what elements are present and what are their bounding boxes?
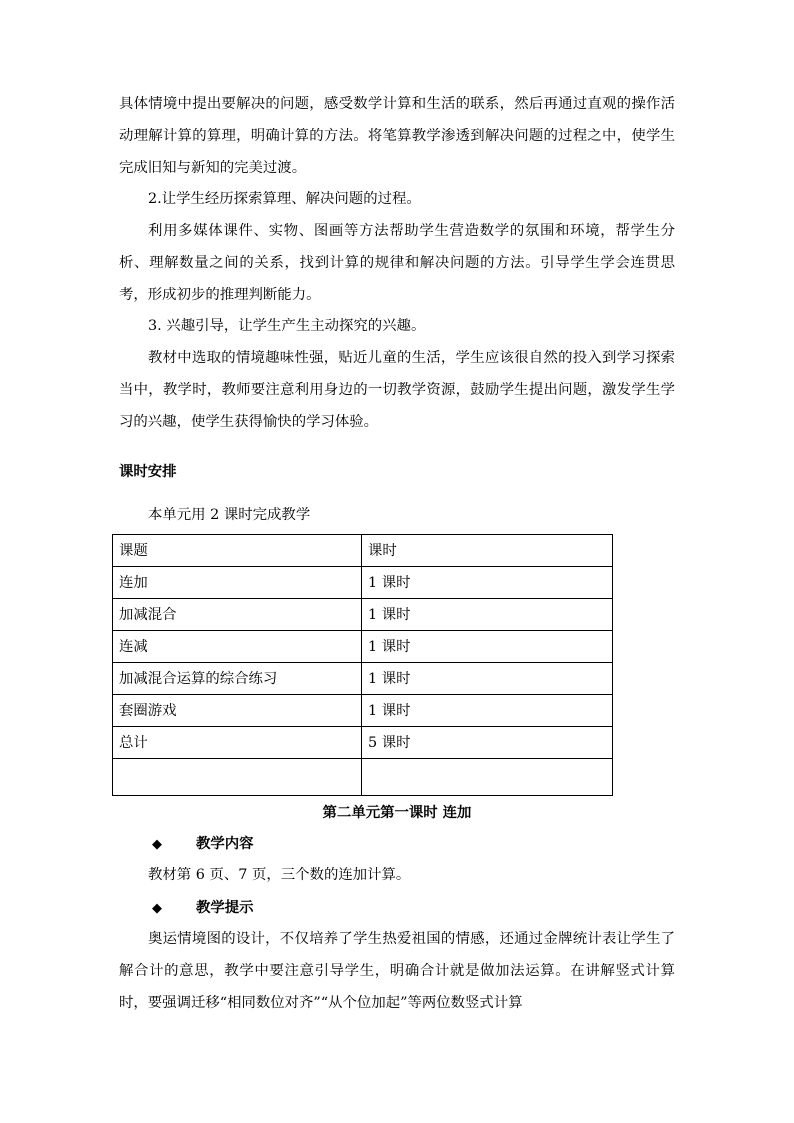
cell-periods: 1 课时 [362,567,613,599]
point-2-body: 利用多媒体课件、实物、图画等方法帮助学生营造数学的氛围和环境，帮学生分析、理解数量之间的关系，找到计算的规律和解决问题的方法。引导学生学会连贯思考，形成初步的推理判断能力。 [119,223,675,303]
cell-periods: 1 课时 [362,695,613,727]
table-row [113,663,613,695]
table-row-empty [113,759,613,796]
diamond-bullet-icon: ◆ [152,837,162,852]
tips-body: 奥运情境图的设计，不仅培养了学生热爱祖国的情感，还通过金牌统计表让学生了解合计的意思，教学中要注意引导学生，明确合计就是做加法运算。在讲解竖式计算时，要强调迁移“相同数位对齐”“从个位加起”等两位数竖式计算 [119,931,675,1011]
cell-topic: 套圈游戏 [113,695,362,727]
cell-topic: 总计 [113,727,362,759]
cell-topic: 连加 [113,567,362,599]
point-3-title: 3. 兴趣引导，让学生产生主动探究的兴趣。 [148,318,426,334]
cell-empty [362,759,613,796]
cell-topic: 加减混合运算的综合练习 [113,663,362,695]
content-body: 教材第 6 页、7 页，三个数的连加计算。 [148,867,411,883]
schedule-intro: 本单元用 2 课时完成教学 [148,507,311,523]
lesson-heading: 第二单元第一课时 连加 [322,804,472,821]
schedule-table [112,534,613,796]
table-row [113,695,613,727]
content-heading [152,834,254,855]
point-3-body: 教材中选取的情境趣味性强，贴近儿童的生活，学生应该很自然的投入到学习探索当中，教学时，教师要注意利用身边的一切教学资源，鼓励学生提出问题，激发学生学习的兴趣，使学生获得愉快的学习体验。 [119,350,675,430]
schedule-heading: 课时安排 [119,463,177,480]
intro-paragraph: 具体情境中提出要解决的问题，感受数学计算和生活的联系，然后再通过直观的操作活动理解计算的算理，明确计算的方法。将笔算教学渗透到解决问题的过程之中，使学生完成旧知与新知的完美过渡。 [119,96,675,176]
table-row [113,567,613,599]
cell-periods: 1 课时 [362,599,613,631]
cell-topic: 连减 [113,631,362,663]
cell-periods: 5 课时 [362,727,613,759]
table-header-row [113,535,613,567]
cell-periods: 1 课时 [362,631,613,663]
tips-label: 教学提示 [196,899,254,916]
table-row-total [113,727,613,759]
point-2-title: 2.让学生经历探索算理、解决问题的过程。 [148,191,421,207]
header-topic: 课题 [113,535,362,567]
content-label: 教学内容 [196,835,254,852]
table-row [113,631,613,663]
cell-periods: 1 课时 [362,663,613,695]
tips-heading [152,898,254,919]
table-row [113,599,613,631]
cell-empty [113,759,362,796]
diamond-bullet-icon: ◆ [152,901,162,916]
header-periods: 课时 [362,535,613,567]
cell-topic: 加减混合 [113,599,362,631]
